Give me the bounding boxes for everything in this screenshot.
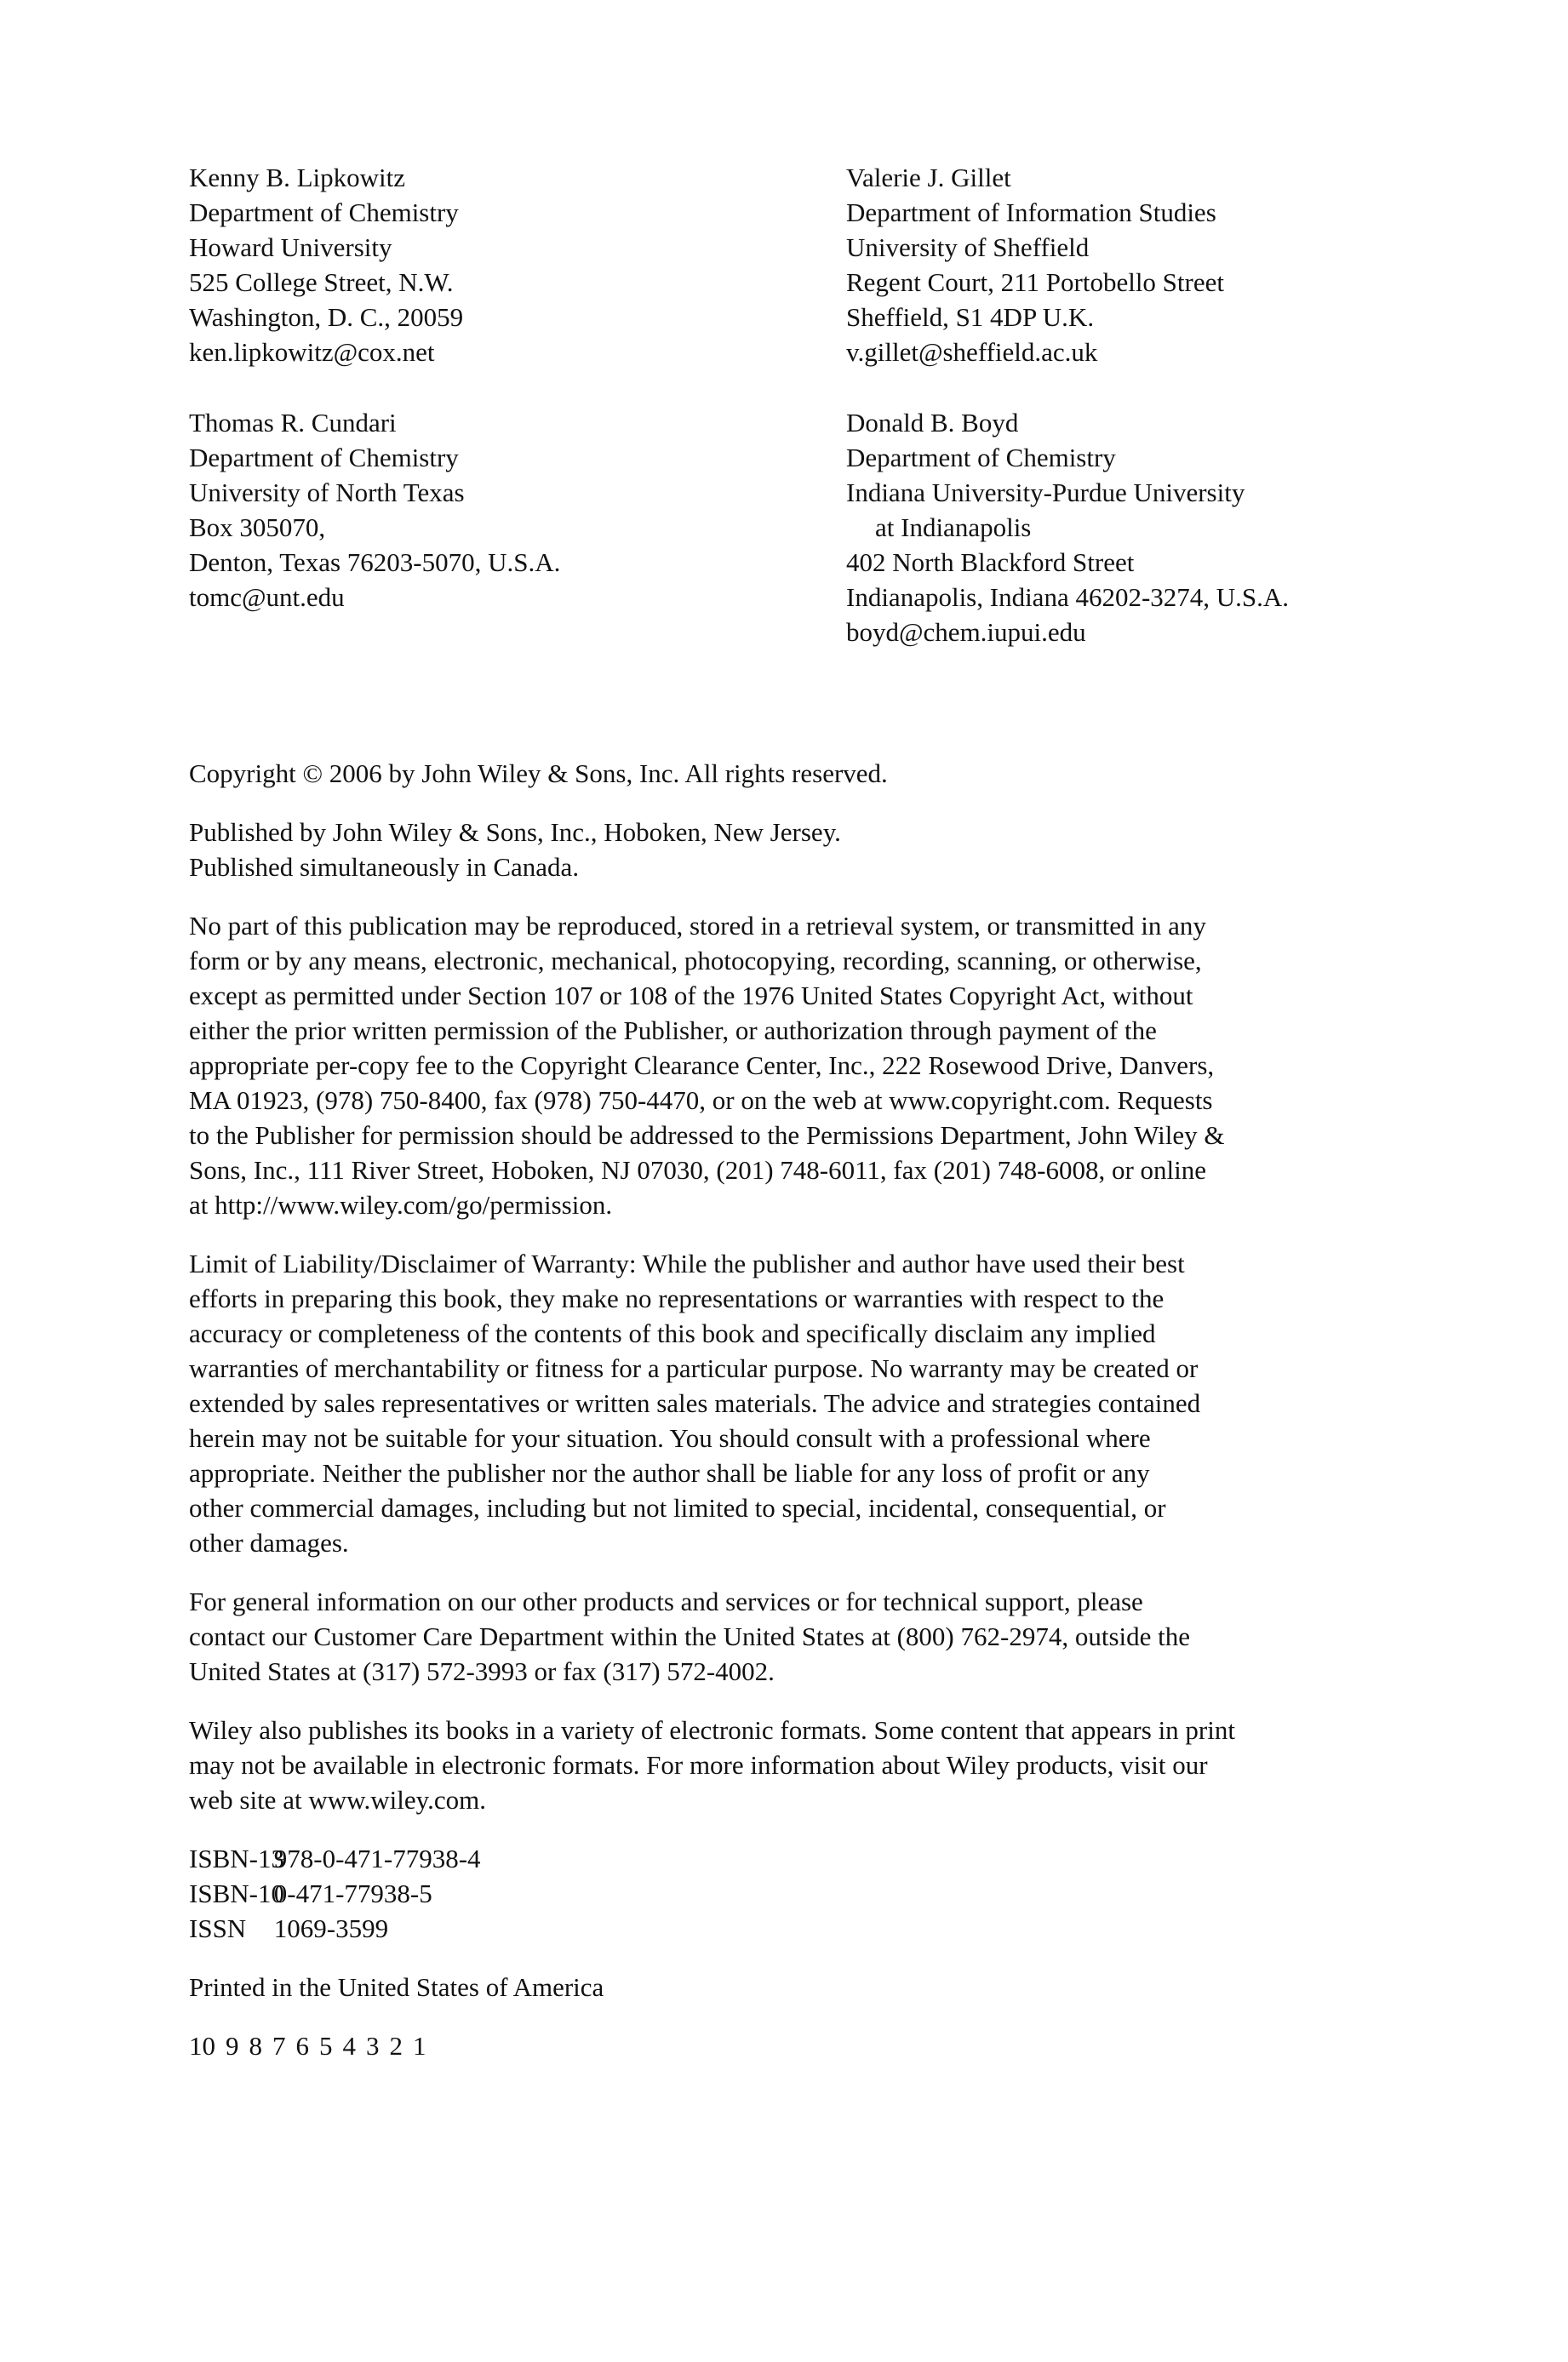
print-number: 3 — [366, 2031, 380, 2061]
editor-address-boyd — [846, 405, 1289, 649]
print-number: 8 — [249, 2031, 262, 2061]
editor-city: Sheffield, S1 4DP U.K. — [846, 302, 1095, 332]
editor-department: Department of Chemistry — [189, 443, 459, 472]
editor-email: ken.lipkowitz@cox.net — [189, 337, 435, 367]
permissions-paragraph — [189, 908, 1381, 1222]
disclaimer-paragraph — [189, 1246, 1381, 1560]
isbn-13-row — [189, 1841, 1381, 1876]
print-number: 5 — [319, 2031, 333, 2061]
paragraph-line: except as permitted under Section 107 or 108 of the 1976 United States Copyright Act, without — [189, 981, 1193, 1010]
editor-email: v.gillet@sheffield.ac.uk — [846, 337, 1098, 367]
paragraph-line: either the prior written permission of the Publisher, or authorization through payment of the — [189, 1015, 1157, 1045]
paragraph-line: appropriate. Neither the publisher nor the author shall be liable for any loss of profit or any — [189, 1458, 1150, 1488]
copyright-notice — [189, 756, 1381, 791]
editor-address-cundari — [189, 405, 560, 615]
paragraph-line: Sons, Inc., 111 River Street, Hoboken, NJ 07030, (201) 748-6011, fax (201) 748-6008, or online — [189, 1155, 1207, 1185]
editor-institution: Howard University — [189, 232, 392, 262]
print-number: 9 — [226, 2031, 239, 2061]
print-number: 6 — [295, 2031, 309, 2061]
print-number: 4 — [342, 2031, 356, 2061]
identifier-label: ISBN-13 — [189, 1844, 284, 1873]
paragraph-line: to the Publisher for permission should be addressed to the Permissions Department, John Wiley & — [189, 1120, 1225, 1150]
paragraph-line: MA 01923, (978) 750-8400, fax (978) 750-4470, or on the web at www.copyright.com. Requests — [189, 1085, 1213, 1115]
publisher-line: Published by John Wiley & Sons, Inc., Hoboken, New Jersey. — [189, 817, 841, 847]
paragraph-line: at http://www.wiley.com/go/permission. — [189, 1190, 613, 1220]
editor-institution-continued: at Indianapolis — [875, 512, 1032, 542]
copyright-line: Copyright © 2006 by John Wiley & Sons, Inc. All rights reserved. — [189, 758, 888, 788]
editor-street: 402 North Blackford Street — [846, 547, 1135, 577]
editor-institution: Indiana University-Purdue University — [846, 478, 1245, 507]
paragraph-line: other damages. — [189, 1528, 349, 1558]
editor-department: Department of Chemistry — [189, 197, 459, 227]
print-line — [189, 2028, 1381, 2063]
editor-city: Denton, Texas 76203-5070, U.S.A. — [189, 547, 561, 577]
editor-street: Regent Court, 211 Portobello Street — [846, 267, 1224, 297]
paragraph-line: accuracy or completeness of the contents of this book and specifically disclaim any implied — [189, 1318, 1156, 1348]
print-number: 10 — [189, 2031, 215, 2061]
paragraph-line: other commercial damages, including but not limited to special, incidental, consequential, or — [189, 1493, 1166, 1523]
paragraph-line: Wiley also publishes its books in a variety of electronic formats. Some content that appears in print — [189, 1715, 1235, 1745]
printed-in — [189, 1970, 1381, 2005]
paragraph-line: For general information on our other products and services or for technical support, please — [189, 1587, 1143, 1616]
editor-email: tomc@unt.edu — [189, 582, 345, 612]
editor-address-gillet — [846, 160, 1224, 369]
editor-institution: University of North Texas — [189, 478, 465, 507]
editor-city: Indianapolis, Indiana 46202-3274, U.S.A. — [846, 582, 1290, 612]
identifier-value: 0-471-77938-5 — [273, 1879, 432, 1908]
editors-addresses — [189, 160, 1381, 676]
editor-name: Kenny B. Lipkowitz — [189, 163, 405, 192]
printed-in-line: Printed in the United States of America — [189, 1972, 604, 2002]
print-number: 2 — [389, 2031, 403, 2061]
copyright-page — [189, 160, 1381, 2061]
identifier-value: 1069-3599 — [273, 1913, 389, 1943]
issn-row — [189, 1911, 1381, 1946]
editor-address-lipkowitz — [189, 160, 463, 369]
editor-name: Valerie J. Gillet — [846, 163, 1011, 192]
paragraph-line: United States at (317) 572-3993 or fax (317) 572-4002. — [189, 1656, 775, 1686]
editor-department: Department of Information Studies — [846, 197, 1216, 227]
paragraph-line: No part of this publication may be reproduced, stored in a retrieval system, or transmitted in any — [189, 911, 1206, 941]
identifier-label: ISBN-10 — [189, 1879, 284, 1908]
paragraph-line: efforts in preparing this book, they make no representations or warranties with respect to the — [189, 1284, 1165, 1313]
support-paragraph — [189, 1584, 1381, 1689]
editor-name: Donald B. Boyd — [846, 408, 1019, 438]
paragraph-line: web site at www.wiley.com. — [189, 1785, 486, 1815]
paragraph-line: contact our Customer Care Department within the United States at (800) 762-2974, outside the — [189, 1621, 1191, 1651]
editor-email: boyd@chem.iupui.edu — [846, 617, 1086, 647]
electronic-formats-paragraph — [189, 1713, 1381, 1817]
paragraph-line: appropriate per-copy fee to the Copyright Clearance Center, Inc., 222 Rosewood Drive, Danvers, — [189, 1050, 1215, 1080]
editor-institution: University of Sheffield — [846, 232, 1090, 262]
publisher-statement — [189, 815, 1381, 884]
editor-city: Washington, D. C., 20059 — [189, 302, 464, 332]
paragraph-line: extended by sales representatives or written sales materials. The advice and strategies contained — [189, 1388, 1201, 1418]
editor-name: Thomas R. Cundari — [189, 408, 397, 438]
paragraph-line: herein may not be suitable for your situation. You should consult with a professional where — [189, 1423, 1151, 1453]
print-number: 1 — [413, 2031, 426, 2061]
identifier-label: ISSN — [189, 1913, 247, 1943]
paragraph-line: form or by any means, electronic, mechanical, photocopying, recording, scanning, or otherwise, — [189, 946, 1202, 975]
editor-street: 525 College Street, N.W. — [189, 267, 454, 297]
paragraph-line: warranties of merchantability or fitness for a particular purpose. No warranty may be created or — [189, 1353, 1199, 1383]
publisher-canada-line: Published simultaneously in Canada. — [189, 852, 580, 882]
paragraph-line: Limit of Liability/Disclaimer of Warranty: While the publisher and author have used their best — [189, 1249, 1185, 1278]
identifier-value: 978-0-471-77938-4 — [273, 1844, 481, 1873]
editor-department: Department of Chemistry — [846, 443, 1116, 472]
print-number: 7 — [272, 2031, 286, 2061]
isbn-10-row — [189, 1876, 1381, 1911]
copyright-block — [189, 756, 1381, 2087]
paragraph-line: may not be available in electronic formats. For more information about Wiley products, visit our — [189, 1750, 1208, 1780]
identifiers — [189, 1841, 1381, 1946]
editor-box: Box 305070, — [189, 512, 326, 542]
